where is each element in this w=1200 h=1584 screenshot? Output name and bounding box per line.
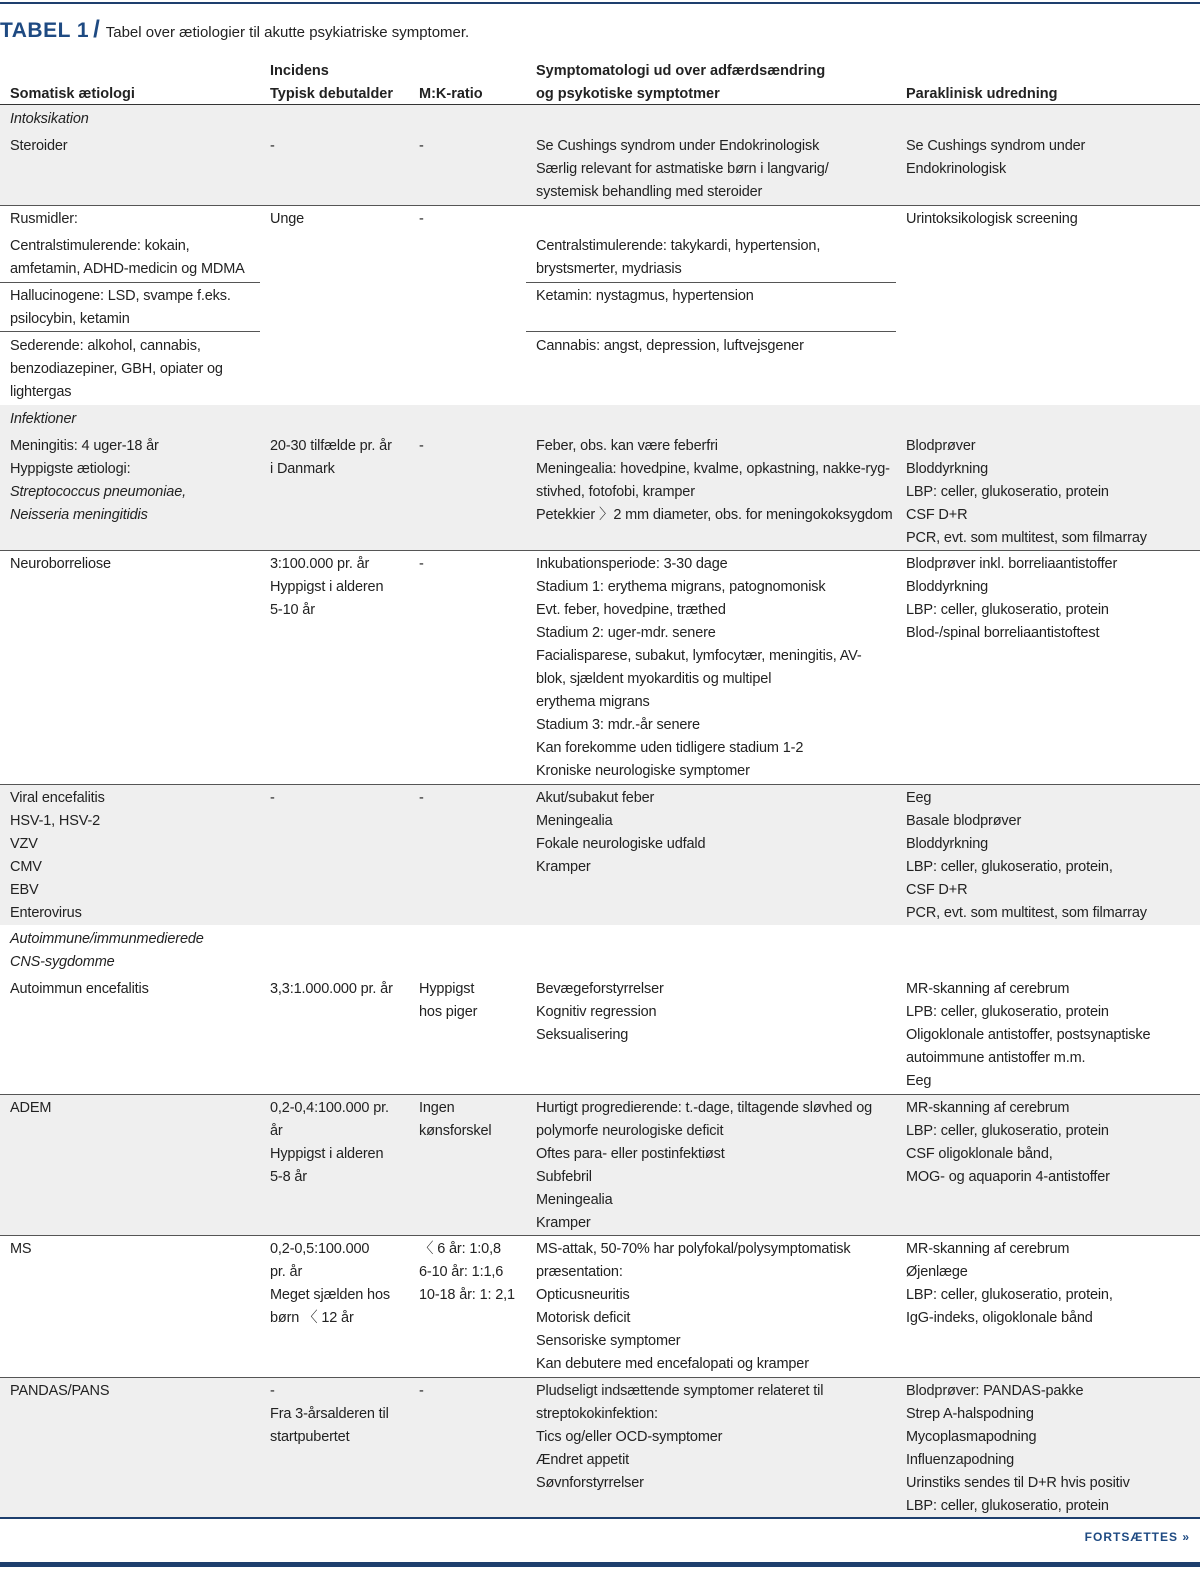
- pandas-etiology: PANDAS/PANS: [10, 1383, 110, 1399]
- viral-symptoms: Akut/subakut feber Meningealia Fokale neurologiske udfald Kramper: [536, 790, 706, 875]
- pandas-ratio: -: [419, 1383, 424, 1399]
- row-separator: [0, 1235, 1200, 1236]
- section-infections: Infektioner: [10, 411, 77, 427]
- ms-symptoms: MS-attak, 50-70% har polyfokal/polysymptomatisk præsentation: Opticusneuritis Motorisk deficit Sensoriske symptomer Kan debutere med encefalopati og kramper: [536, 1241, 851, 1372]
- adem-workup: MR-skanning af cerebrum LBP: celler, glukoseratio, protein CSF oligoklonale bånd, MOG- og aquaporin 4-antistoffer: [906, 1100, 1110, 1185]
- sedatives-symptoms: Cannabis: angst, depression, luftvejsgener: [536, 338, 804, 354]
- pandas-workup: Blodprøver: PANDAS-pakke Strep A-halspodning Mycoplasmapodning Influenzapodning Urinstiks sendes til D+R hvis positiv LBP: celler, glukoseratio, protein: [906, 1383, 1130, 1514]
- steroids-workup: Se Cushings syndrom under Endokrinologisk: [906, 138, 1086, 177]
- header-symptoms: Symptomatologi ud over adfærdsændring og psykotiske symptotmer: [536, 63, 826, 102]
- sedatives-etiology: Sederende: alkohol, cannabis, benzodiazepiner, GBH, opiater og lightergas: [10, 338, 223, 400]
- drugs-etiology: Rusmidler:: [10, 211, 78, 227]
- table-title: Tabel over ætiologier til akutte psykiatriske symptomer.: [105, 24, 470, 41]
- drugs-incidence: Unge: [270, 211, 305, 227]
- drugs-ratio: -: [419, 211, 424, 227]
- steroids-symptoms: Se Cushings syndrom under Endokrinologisk Særlig relevant for astmatiske børn i langvarig/ systemisk behandling med steroider: [536, 138, 829, 200]
- pandas-incidence: - Fra 3-årsalderen til startpubertet: [270, 1383, 389, 1445]
- ms-ratio: 〈 6 år: 1:0,8 6-10 år: 1:1,6 10-18 år: 1: 2,1: [419, 1241, 515, 1303]
- meningitis-symptoms: Feber, obs. kan være feberfri Meningealia: hovedpine, kvalme, opkastning, nakke-ryg- stivhed, fotofobi, kramper Petekkier 〉2 mm diameter, obs. for meningokoksygdom: [536, 438, 893, 523]
- adem-etiology: ADEM: [10, 1100, 52, 1116]
- ms-workup: MR-skanning af cerebrum Øjenlæge LBP: celler, glukoseratio, protein, IgG-indeks, oligoklonale bånd: [906, 1241, 1113, 1326]
- pandas-symptoms: Pludseligt indsættende symptomer relateret til streptokokinfektion: Tics og/eller OCD-symptomer Ændret appetit Søvnforstyrrelser: [536, 1383, 824, 1491]
- neuroborreliosis-workup: Blodprøver inkl. borreliaantistoffer Bloddyrkning LBP: celler, glukoseratio, protein Blod-/spinal borreliaantistoftest: [906, 556, 1118, 641]
- meningitis-etiology: Meningitis: 4 uger-18 år Hyppigste ætiologi: Streptococcus pneumoniae, Neisseria meningitidis: [10, 438, 186, 523]
- header-etiology: Somatisk ætiologi: [10, 86, 135, 102]
- meningitis-ratio: -: [419, 438, 424, 454]
- viral-ratio: -: [419, 790, 424, 806]
- hallucinogens-etiology: Hallucinogene: LSD, svampe f.eks. psilocybin, ketamin: [10, 288, 231, 327]
- section-intoxication: Intoksikation: [10, 111, 89, 127]
- stimulants-symptoms: Centralstimulerende: takykardi, hypertension, brystsmerter, mydriasis: [536, 238, 821, 277]
- neuroborreliosis-etiology: Neuroborreliose: [10, 556, 111, 572]
- hallucinogens-symptoms: Ketamin: nystagmus, hypertension: [536, 288, 754, 304]
- meningitis-incidence: 20-30 tilfælde pr. år i Danmark: [270, 438, 392, 477]
- steroids-incidence: -: [270, 138, 275, 154]
- row-separator: [0, 205, 1200, 206]
- ms-etiology: MS: [10, 1241, 32, 1257]
- viral-workup: Eeg Basale blodprøver Bloddyrkning LBP: celler, glukoseratio, protein, CSF D+R PCR, evt. som multitest, som filmarray: [906, 790, 1147, 921]
- viral-etiology: Viral encefalitis HSV-1, HSV-2 VZV CMV EBV Enterovirus: [10, 790, 105, 921]
- stimulants-etiology: Centralstimulerende: kokain, amfetamin, ADHD-medicin og MDMA: [10, 238, 245, 277]
- table-label: TABEL 1: [0, 19, 90, 42]
- drugs-workup: Urintoksikologisk screening: [906, 211, 1078, 227]
- header-workup: Paraklinisk udredning: [906, 86, 1058, 102]
- viral-incidence: -: [270, 790, 275, 806]
- bottom-rule: [0, 1517, 1200, 1519]
- row-separator: [526, 331, 896, 332]
- caption-slash: /: [93, 16, 100, 43]
- neuroborreliosis-symptoms: Inkubationsperiode: 3-30 dage Stadium 1: erythema migrans, patognomonisk Evt. feber, hovedpine, træthed Stadium 2: uger-mdr. senere Facialisparese, subakut, lymfocytær, meningitis, AV- blok, sjældent myokarditis og multipel erythema migrans Stadium 3: mdr.-år senere Kan forekomme uden tidligere stadium 1-2 Kroniske neurologiske symptomer: [536, 556, 862, 779]
- neuroborreliosis-ratio: -: [419, 556, 424, 572]
- autoimmune-enc-workup: MR-skanning af cerebrum LPB: celler, glukoseratio, protein Oligoklonale antistoffer, postsynaptiske autoimmune antistoffer m.m. Eeg: [906, 981, 1151, 1089]
- adem-ratio: Ingen kønsforskel: [419, 1100, 492, 1139]
- meningitis-workup: Blodprøver Bloddyrkning LBP: celler, glukoseratio, protein CSF D+R PCR, evt. som multitest, som filmarray: [906, 438, 1147, 546]
- section-autoimmune: Autoimmune/immunmedierede CNS-sygdomme: [10, 931, 204, 970]
- adem-symptoms: Hurtigt progredierende: t.-dage, tiltagende sløvhed og polymorfe neurologiske deficit Oftes para- eller postinfektiøst Subfebril Meningealia Kramper: [536, 1100, 873, 1231]
- steroids-etiology: Steroider: [10, 138, 68, 154]
- neuroborreliosis-incidence: 3:100.000 pr. år Hyppigst i alderen 5-10 år: [270, 556, 384, 618]
- row-separator: [0, 282, 260, 283]
- autoimmune-enc-symptoms: Bevægeforstyrrelser Kognitiv regression Seksualisering: [536, 981, 664, 1043]
- continue-label: FORTSÆTTES »: [1084, 1530, 1190, 1544]
- row-separator: [526, 282, 896, 283]
- autoimmune-enc-ratio: Hyppigst hos piger: [419, 981, 478, 1020]
- row-separator: [0, 331, 260, 332]
- adem-incidence: 0,2-0,4:100.000 pr. år Hyppigst i alderen 5-8 år: [270, 1100, 389, 1185]
- ms-incidence: 0,2-0,5:100.000 pr. år Meget sjælden hos børn 〈 12 år: [270, 1241, 390, 1326]
- footer-bar: [0, 1562, 1200, 1567]
- header-ratio: M:K-ratio: [419, 86, 483, 102]
- row-separator: [0, 550, 1200, 551]
- top-rule: [0, 2, 1200, 4]
- row-separator: [0, 784, 1200, 785]
- autoimmune-enc-incidence: 3,3:1.000.000 pr. år: [270, 981, 393, 997]
- header-incidence: Incidens Typisk debutalder: [270, 63, 394, 102]
- row-separator: [0, 1377, 1200, 1378]
- steroids-ratio: -: [419, 138, 424, 154]
- table-caption: [0, 16, 469, 46]
- autoimmune-enc-etiology: Autoimmun encefalitis: [10, 981, 149, 997]
- row-separator: [0, 1094, 1200, 1095]
